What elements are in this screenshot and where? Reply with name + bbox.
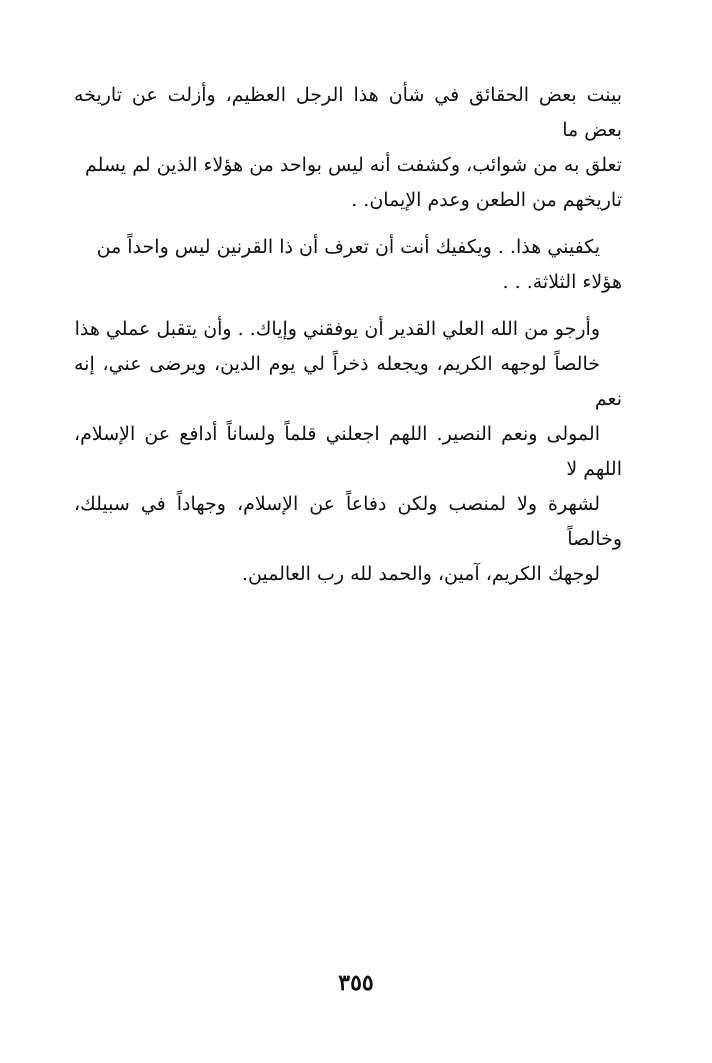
body-text [74,78,622,604]
text-line: تاريخهم من الطعن وعدم الإيمان. . [351,189,622,211]
paragraph-3 [74,312,622,592]
paragraph-1 [74,78,622,218]
page-number: ٣٥٥ [338,970,374,996]
text-line: يكفيني هذا. . ويكفيك أنت أن تعرف أن ذا القرنين ليس واحداً من [96,236,600,258]
text-line: خالصاً لوجهه الكريم، ويجعله ذخراً لي يوم الدين، ويرضى عني، إنه نعم [74,353,622,410]
text-line: هؤلاء الثلاثة. . . [502,271,622,293]
text-line: المولى ونعم النصير. اللهم اجعلني قلماً ولساناً أدافع عن الإسلام، اللهم لا [74,423,622,480]
text-line: وأرجو من الله العلي القدير أن يوفقني وإياك. . وأن يتقبل عملي هذا [74,318,600,340]
text-line: تعلق به من شوائب، وكشفت أنه ليس بواحد من هؤلاء الذين لم يسلم [85,154,622,176]
text-line: لوجهك الكريم، آمين، والحمد لله رب العالمين. [241,563,600,585]
text-line: لشهرة ولا لمنصب ولكن دفاعاً عن الإسلام، وجهاداً في سبيلك، وخالصاً [74,493,622,550]
text-line: بينت بعض الحقائق في شأن هذا الرجل العظيم، وأزلت عن تاريخه بعض ما [74,84,622,141]
paragraph-2 [74,230,622,300]
